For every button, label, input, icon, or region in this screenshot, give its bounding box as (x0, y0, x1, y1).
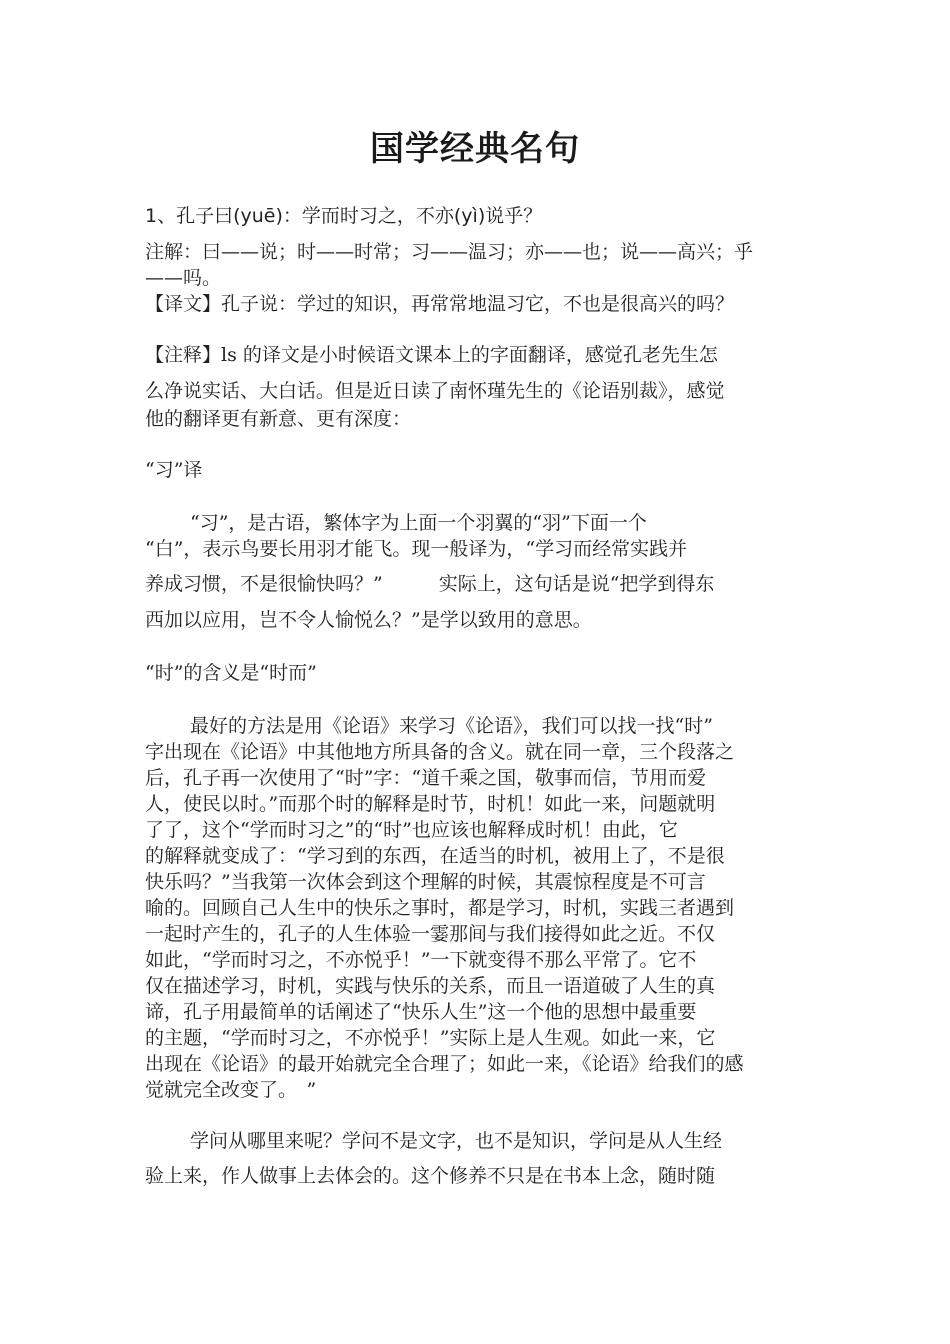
note-line-2: 么净说实话、大白话。但是近日读了南怀瑾先生的《论语别裁》，感觉 (145, 380, 725, 402)
xi-paragraph-line-1: “习”，是古语，繁体字为上面一个羽翼的“羽”下面一个 (190, 512, 647, 534)
shi-paragraph-line-1: 最好的方法是用《论语》来学习《论语》，我们可以找一找“时” (190, 715, 713, 737)
xi-paragraph-line-3-part-2: 实际上，这句话是说“把学到得东 (438, 573, 715, 595)
quote-1-line: 1、孔子曰(yuē)：学而时习之，不亦(yì)说乎？ (145, 205, 543, 227)
shi-paragraph-line-4: 人，使民以时。”而那个时的解释是时节，时机！如此一来，问题就明 (145, 793, 716, 815)
shi-paragraph-line-6: 的解释就变成了：“学习到的东西，在适当的时机，被用上了，不是很 (145, 845, 725, 867)
shi-paragraph-line-15: 觉就完全改变了。 ” (145, 1079, 317, 1101)
shi-paragraph-line-9: 一起时产生的，孔子的人生体验一霎那间与我们接得如此之近。不仅 (145, 923, 716, 945)
note-line-3: 他的翻译更有新意、更有深度： (145, 408, 412, 430)
xuewen-paragraph-line-1: 学问从哪里来呢？学问不是文字，也不是知识，学问是从人生经 (190, 1130, 723, 1152)
shi-paragraph-line-13: 的主题，“学而时习之，不亦悦乎！”实际上是人生观。如此一来，它 (145, 1027, 716, 1049)
shi-paragraph-line-8: 喻的。回顾自己人生中的快乐之事时，都是学习，时机，实践三者遇到 (145, 897, 735, 919)
xi-paragraph-line-3-part-1: 养成习惯，不是很愉快吗？” (145, 573, 383, 595)
shi-paragraph-line-3: 后，孔子再一次使用了“时”字：“道千乘之国，敬事而信，节用而爱 (145, 767, 707, 789)
shi-paragraph-line-12: 谛，孔子用最简单的话阐述了“快乐人生”这一个他的思想中最重要 (145, 1001, 697, 1023)
xuewen-paragraph-line-2: 验上来，作人做事上去体会的。这个修养不只是在书本上念，随时随 (145, 1165, 716, 1187)
shi-paragraph-line-11: 仅在描述学习，时机，实践与快乐的关系，而且一语道破了人生的真 (145, 975, 716, 997)
xi-paragraph-line-2: “白”，表示鸟要长用羽才能飞。现一般译为，“学习而经常实践并 (145, 538, 688, 560)
xi-paragraph-line-3 (145, 571, 815, 597)
shi-paragraph-line-2: 字出现在《论语》中其他地方所具备的含义。就在同一章，三个段落之 (145, 741, 735, 763)
document-title: 国学经典名句 (370, 129, 580, 169)
xi-paragraph-line-4: 西加以应用，岂不令人愉悦么？”是学以致用的意思。 (145, 609, 592, 631)
annotation-line-2: ——吗。 (145, 267, 222, 289)
shi-paragraph-line-5: 了了，这个“学而时习之”的“时”也应该也解释成时机！由此，它 (145, 819, 678, 841)
shi-paragraph-line-10: 如此，“学而时习之，不亦悦乎！”一下就变得不那么平常了。它不 (145, 949, 697, 971)
translation-line: 【译文】孔子说：学过的知识，再常常地温习它，不也是很高兴的吗？ (145, 293, 735, 315)
section-heading-xi: “习”译 (145, 459, 203, 481)
shi-paragraph-line-7: 快乐吗？”当我第一次体会到这个理解的时候，其震惊程度是不可言 (145, 871, 706, 893)
section-heading-shi: “时”的含义是“时而” (145, 662, 317, 684)
note-line-1: 【注释】ls 的译文是小时候语文课本上的字面翻译，感觉孔老先生怎 (145, 344, 718, 366)
shi-paragraph-line-14: 出现在《论语》的最开始就完全合理了；如此一来，《论语》给我们的感 (145, 1053, 744, 1075)
annotation-line-1: 注解：曰——说；时——时常；习——温习；亦——也；说——高兴；乎 (145, 241, 754, 263)
